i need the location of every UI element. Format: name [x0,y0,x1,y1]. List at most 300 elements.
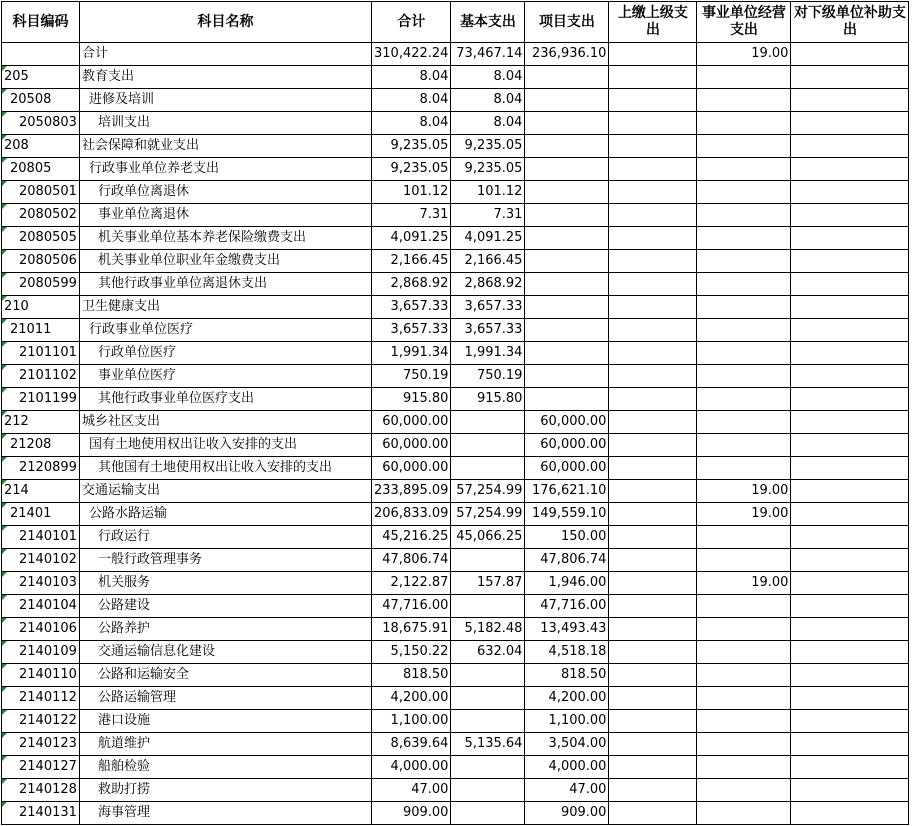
cell-name[interactable]: 交通运输支出 [80,480,372,503]
cell-name[interactable]: 其他行政事业单位离退休支出 [80,273,372,296]
cell-project[interactable] [525,204,609,227]
cell-upper[interactable] [609,89,697,112]
cell-total[interactable]: 750.19 [372,365,451,388]
cell-total[interactable]: 8,639.64 [372,733,451,756]
cell-business[interactable] [697,250,791,273]
cell-subsidy[interactable] [791,342,909,365]
cell-basic[interactable]: 915.80 [451,388,525,411]
cell-basic[interactable] [451,595,525,618]
cell-code[interactable]: 205 [2,66,80,89]
cell-total[interactable]: 233,895.09 [372,480,451,503]
cell-name[interactable]: 海事管理 [80,802,372,825]
cell-subsidy[interactable] [791,526,909,549]
cell-project[interactable]: 60,000.00 [525,434,609,457]
cell-subsidy[interactable] [791,411,909,434]
cell-business[interactable] [697,549,791,572]
cell-subsidy[interactable] [791,66,909,89]
cell-upper[interactable] [609,66,697,89]
cell-project[interactable]: 236,936.10 [525,43,609,66]
cell-business[interactable] [697,526,791,549]
cell-project[interactable] [525,158,609,181]
cell-code[interactable]: 2140109 [2,641,80,664]
cell-upper[interactable] [609,457,697,480]
cell-basic[interactable] [451,411,525,434]
cell-basic[interactable]: 9,235.05 [451,158,525,181]
cell-project[interactable] [525,89,609,112]
cell-subsidy[interactable] [791,710,909,733]
cell-business[interactable] [697,365,791,388]
cell-name[interactable]: 其他行政事业单位医疗支出 [80,388,372,411]
cell-upper[interactable] [609,480,697,503]
cell-upper[interactable] [609,756,697,779]
cell-code[interactable]: 2080501 [2,181,80,204]
cell-total[interactable]: 47.00 [372,779,451,802]
cell-total[interactable]: 9,235.05 [372,135,451,158]
cell-subsidy[interactable] [791,365,909,388]
cell-subsidy[interactable] [791,273,909,296]
cell-subsidy[interactable] [791,641,909,664]
cell-project[interactable] [525,66,609,89]
cell-subsidy[interactable] [791,618,909,641]
cell-business[interactable] [697,457,791,480]
header-upper[interactable]: 上缴上级支出 [609,2,697,43]
cell-name[interactable]: 机关事业单位基本养老保险缴费支出 [80,227,372,250]
cell-subsidy[interactable] [791,756,909,779]
cell-upper[interactable] [609,802,697,825]
cell-project[interactable] [525,342,609,365]
cell-business[interactable] [697,296,791,319]
cell-business[interactable] [697,664,791,687]
cell-code[interactable]: 2140110 [2,664,80,687]
cell-total[interactable]: 818.50 [372,664,451,687]
cell-subsidy[interactable] [791,135,909,158]
header-row [2,2,909,43]
cell-project[interactable]: 1,946.00 [525,572,609,595]
cell-project[interactable]: 60,000.00 [525,457,609,480]
cell-subsidy[interactable] [791,595,909,618]
cell-code[interactable]: 2080502 [2,204,80,227]
cell-total[interactable]: 909.00 [372,802,451,825]
cell-upper[interactable] [609,112,697,135]
cell-code[interactable]: 2080506 [2,250,80,273]
cell-name[interactable]: 公路水路运输 [80,503,372,526]
cell-subsidy[interactable] [791,296,909,319]
cell-basic[interactable]: 8.04 [451,112,525,135]
cell-total[interactable]: 2,868.92 [372,273,451,296]
cell-subsidy[interactable] [791,204,909,227]
cell-total[interactable]: 4,000.00 [372,756,451,779]
cell-project[interactable] [525,388,609,411]
cell-basic[interactable] [451,457,525,480]
cell-basic[interactable] [451,687,525,710]
cell-name[interactable]: 城乡社区支出 [80,411,372,434]
cell-name[interactable]: 事业单位医疗 [80,365,372,388]
cell-subsidy[interactable] [791,388,909,411]
cell-name[interactable]: 教育支出 [80,66,372,89]
cell-business[interactable] [697,779,791,802]
cell-name[interactable]: 行政事业单位养老支出 [80,158,372,181]
table-row [2,319,909,342]
cell-upper[interactable] [609,319,697,342]
cell-upper[interactable] [609,43,697,66]
cell-code[interactable]: 2140122 [2,710,80,733]
cell-code[interactable] [2,43,80,66]
cell-total[interactable]: 45,216.25 [372,526,451,549]
cell-upper[interactable] [609,572,697,595]
cell-business[interactable] [697,181,791,204]
cell-name[interactable]: 国有土地使用权出让收入安排的支出 [80,434,372,457]
cell-code[interactable]: 2080599 [2,273,80,296]
cell-basic[interactable]: 57,254.99 [451,503,525,526]
cell-business[interactable]: 19.00 [697,43,791,66]
cell-subsidy[interactable] [791,572,909,595]
table-row [2,411,909,434]
cell-basic[interactable]: 45,066.25 [451,526,525,549]
cell-name[interactable]: 公路运输管理 [80,687,372,710]
cell-project[interactable]: 909.00 [525,802,609,825]
cell-upper[interactable] [609,779,697,802]
cell-total[interactable]: 2,122.87 [372,572,451,595]
cell-subsidy[interactable] [791,549,909,572]
cell-code[interactable]: 208 [2,135,80,158]
cell-project[interactable]: 3,504.00 [525,733,609,756]
cell-upper[interactable] [609,664,697,687]
cell-code[interactable]: 2050803 [2,112,80,135]
cell-code[interactable]: 212 [2,411,80,434]
cell-basic[interactable]: 5,135.64 [451,733,525,756]
cell-code[interactable]: 2140127 [2,756,80,779]
cell-basic[interactable]: 2,166.45 [451,250,525,273]
cell-name[interactable]: 进修及培训 [80,89,372,112]
cell-basic[interactable]: 7.31 [451,204,525,227]
cell-name[interactable]: 船舶检验 [80,756,372,779]
cell-basic[interactable]: 5,182.48 [451,618,525,641]
cell-basic[interactable] [451,802,525,825]
cell-upper[interactable] [609,365,697,388]
cell-code[interactable]: 2140128 [2,779,80,802]
cell-upper[interactable] [609,227,697,250]
cell-business[interactable] [697,158,791,181]
table-row [2,365,909,388]
cell-upper[interactable] [609,641,697,664]
cell-name[interactable]: 其他国有土地使用权出让收入安排的支出 [80,457,372,480]
cell-basic[interactable]: 632.04 [451,641,525,664]
header-total[interactable]: 合计 [372,2,451,43]
cell-basic[interactable]: 8.04 [451,89,525,112]
cell-project[interactable]: 4,518.18 [525,641,609,664]
cell-basic[interactable] [451,779,525,802]
table-row [2,112,909,135]
cell-code[interactable]: 21401 [2,503,80,526]
cell-subsidy[interactable] [791,158,909,181]
cell-project[interactable]: 818.50 [525,664,609,687]
cell-subsidy[interactable] [791,802,909,825]
cell-name[interactable]: 行政运行 [80,526,372,549]
table-row [2,756,909,779]
cell-total[interactable]: 3,657.33 [372,319,451,342]
cell-business[interactable]: 19.00 [697,480,791,503]
cell-subsidy[interactable] [791,319,909,342]
cell-basic[interactable]: 1,991.34 [451,342,525,365]
cell-total[interactable]: 3,657.33 [372,296,451,319]
cell-name[interactable]: 公路和运输安全 [80,664,372,687]
cell-upper[interactable] [609,342,697,365]
cell-upper[interactable] [609,273,697,296]
cell-business[interactable]: 19.00 [697,572,791,595]
cell-code[interactable]: 2080505 [2,227,80,250]
table-row [2,89,909,112]
cell-business[interactable] [697,66,791,89]
cell-business[interactable] [697,733,791,756]
cell-code[interactable]: 2140112 [2,687,80,710]
cell-total[interactable]: 47,806.74 [372,549,451,572]
cell-basic[interactable]: 8.04 [451,66,525,89]
cell-subsidy[interactable] [791,664,909,687]
cell-project[interactable]: 47.00 [525,779,609,802]
cell-business[interactable] [697,273,791,296]
cell-name[interactable]: 行政单位离退休 [80,181,372,204]
cell-code[interactable]: 2140101 [2,526,80,549]
cell-project[interactable]: 13,493.43 [525,618,609,641]
cell-business[interactable] [697,687,791,710]
cell-upper[interactable] [609,526,697,549]
cell-name[interactable]: 救助打捞 [80,779,372,802]
cell-project[interactable]: 47,716.00 [525,595,609,618]
cell-upper[interactable] [609,618,697,641]
cell-upper[interactable] [609,250,697,273]
cell-upper[interactable] [609,181,697,204]
cell-project[interactable] [525,365,609,388]
cell-code[interactable]: 210 [2,296,80,319]
cell-basic[interactable]: 101.12 [451,181,525,204]
cell-subsidy[interactable] [791,733,909,756]
cell-business[interactable] [697,618,791,641]
cell-business[interactable] [697,802,791,825]
cell-total[interactable]: 310,422.24 [372,43,451,66]
cell-project[interactable]: 150.00 [525,526,609,549]
cell-code[interactable]: 2140104 [2,595,80,618]
cell-business[interactable] [697,89,791,112]
cell-code[interactable]: 2140123 [2,733,80,756]
cell-code[interactable]: 2101199 [2,388,80,411]
cell-subsidy[interactable] [791,687,909,710]
cell-total[interactable]: 8.04 [372,112,451,135]
cell-subsidy[interactable] [791,457,909,480]
cell-name[interactable]: 公路建设 [80,595,372,618]
cell-total[interactable]: 206,833.09 [372,503,451,526]
cell-total[interactable]: 1,991.34 [372,342,451,365]
cell-total[interactable]: 101.12 [372,181,451,204]
cell-code[interactable]: 2140106 [2,618,80,641]
header-project[interactable]: 项目支出 [525,2,609,43]
cell-total[interactable]: 18,675.91 [372,618,451,641]
cell-upper[interactable] [609,204,697,227]
cell-project[interactable] [525,181,609,204]
cell-code[interactable]: 20805 [2,158,80,181]
header-business[interactable]: 事业单位经营支出 [697,2,791,43]
cell-code[interactable]: 214 [2,480,80,503]
cell-basic[interactable] [451,664,525,687]
cell-basic[interactable]: 4,091.25 [451,227,525,250]
cell-basic[interactable]: 57,254.99 [451,480,525,503]
cell-subsidy[interactable] [791,227,909,250]
cell-business[interactable] [697,342,791,365]
cell-project[interactable] [525,250,609,273]
cell-name[interactable]: 港口设施 [80,710,372,733]
cell-business[interactable] [697,641,791,664]
cell-upper[interactable] [609,434,697,457]
cell-upper[interactable] [609,503,697,526]
cell-basic[interactable]: 2,868.92 [451,273,525,296]
table-row [2,342,909,365]
header-name[interactable]: 科目名称 [80,2,372,43]
cell-subsidy[interactable] [791,112,909,135]
cell-business[interactable] [697,756,791,779]
table-row [2,618,909,641]
table-row [2,66,909,89]
cell-project[interactable] [525,319,609,342]
cell-basic[interactable]: 73,467.14 [451,43,525,66]
cell-code[interactable]: 2120899 [2,457,80,480]
header-code[interactable]: 科目编码 [2,2,80,43]
cell-project[interactable] [525,296,609,319]
cell-subsidy[interactable] [791,250,909,273]
cell-name[interactable]: 合计 [80,43,372,66]
table-row [2,687,909,710]
cell-project[interactable] [525,273,609,296]
cell-upper[interactable] [609,158,697,181]
cell-subsidy[interactable] [791,181,909,204]
cell-code[interactable]: 2140102 [2,549,80,572]
cell-basic[interactable]: 3,657.33 [451,319,525,342]
cell-basic[interactable] [451,549,525,572]
cell-name[interactable]: 行政事业单位医疗 [80,319,372,342]
cell-name[interactable]: 交通运输信息化建设 [80,641,372,664]
cell-name[interactable]: 公路养护 [80,618,372,641]
cell-subsidy[interactable] [791,434,909,457]
cell-business[interactable]: 19.00 [697,503,791,526]
cell-upper[interactable] [609,710,697,733]
cell-total[interactable]: 4,091.25 [372,227,451,250]
cell-name[interactable]: 一般行政管理事务 [80,549,372,572]
table-row [2,434,909,457]
cell-project[interactable]: 4,000.00 [525,756,609,779]
cell-total[interactable]: 2,166.45 [372,250,451,273]
cell-upper[interactable] [609,296,697,319]
cell-upper[interactable] [609,687,697,710]
cell-business[interactable] [697,227,791,250]
cell-business[interactable] [697,411,791,434]
table-row [2,135,909,158]
cell-upper[interactable] [609,549,697,572]
table-row [2,273,909,296]
cell-name[interactable]: 航道维护 [80,733,372,756]
cell-total[interactable]: 60,000.00 [372,434,451,457]
cell-project[interactable]: 1,100.00 [525,710,609,733]
cell-code[interactable]: 21208 [2,434,80,457]
cell-upper[interactable] [609,135,697,158]
cell-project[interactable]: 176,621.10 [525,480,609,503]
cell-total[interactable]: 4,200.00 [372,687,451,710]
cell-project[interactable] [525,135,609,158]
cell-business[interactable] [697,710,791,733]
cell-name[interactable]: 事业单位离退休 [80,204,372,227]
cell-total[interactable]: 9,235.05 [372,158,451,181]
cell-name[interactable]: 社会保障和就业支出 [80,135,372,158]
cell-code[interactable]: 2140131 [2,802,80,825]
cell-subsidy[interactable] [791,480,909,503]
cell-subsidy[interactable] [791,779,909,802]
cell-total[interactable]: 60,000.00 [372,411,451,434]
cell-basic[interactable]: 3,657.33 [451,296,525,319]
cell-business[interactable] [697,204,791,227]
cell-upper[interactable] [609,733,697,756]
cell-basic[interactable]: 157.87 [451,572,525,595]
cell-subsidy[interactable] [791,89,909,112]
cell-code[interactable]: 2101102 [2,365,80,388]
cell-basic[interactable] [451,756,525,779]
cell-code[interactable]: 2140103 [2,572,80,595]
cell-name[interactable]: 行政单位医疗 [80,342,372,365]
cell-total[interactable]: 60,000.00 [372,457,451,480]
cell-project[interactable] [525,112,609,135]
cell-business[interactable] [697,112,791,135]
cell-business[interactable] [697,319,791,342]
cell-business[interactable] [697,388,791,411]
cell-project[interactable]: 149,559.10 [525,503,609,526]
cell-total[interactable]: 7.31 [372,204,451,227]
cell-basic[interactable]: 9,235.05 [451,135,525,158]
table-row [2,595,909,618]
header-basic[interactable]: 基本支出 [451,2,525,43]
cell-total[interactable]: 47,716.00 [372,595,451,618]
cell-total[interactable]: 5,150.22 [372,641,451,664]
cell-code[interactable]: 20508 [2,89,80,112]
cell-total[interactable]: 915.80 [372,388,451,411]
table-row [2,526,909,549]
cell-upper[interactable] [609,595,697,618]
cell-upper[interactable] [609,411,697,434]
table-row [2,158,909,181]
cell-subsidy[interactable] [791,43,909,66]
cell-name[interactable]: 卫生健康支出 [80,296,372,319]
cell-project[interactable] [525,227,609,250]
cell-project[interactable]: 4,200.00 [525,687,609,710]
cell-basic[interactable] [451,710,525,733]
cell-business[interactable] [697,595,791,618]
cell-basic[interactable] [451,434,525,457]
cell-subsidy[interactable] [791,503,909,526]
cell-upper[interactable] [609,388,697,411]
table-row [2,710,909,733]
cell-business[interactable] [697,434,791,457]
table-row [2,664,909,687]
table-row [2,388,909,411]
cell-total[interactable]: 1,100.00 [372,710,451,733]
cell-code[interactable]: 2101101 [2,342,80,365]
cell-name[interactable]: 机关服务 [80,572,372,595]
cell-business[interactable] [697,135,791,158]
cell-name[interactable]: 机关事业单位职业年金缴费支出 [80,250,372,273]
cell-basic[interactable]: 750.19 [451,365,525,388]
cell-total[interactable]: 8.04 [372,89,451,112]
header-subsidy[interactable]: 对下级单位补助支出 [791,2,909,43]
cell-total[interactable]: 8.04 [372,66,451,89]
cell-name[interactable]: 培训支出 [80,112,372,135]
cell-code[interactable]: 21011 [2,319,80,342]
cell-project[interactable]: 60,000.00 [525,411,609,434]
cell-project[interactable]: 47,806.74 [525,549,609,572]
